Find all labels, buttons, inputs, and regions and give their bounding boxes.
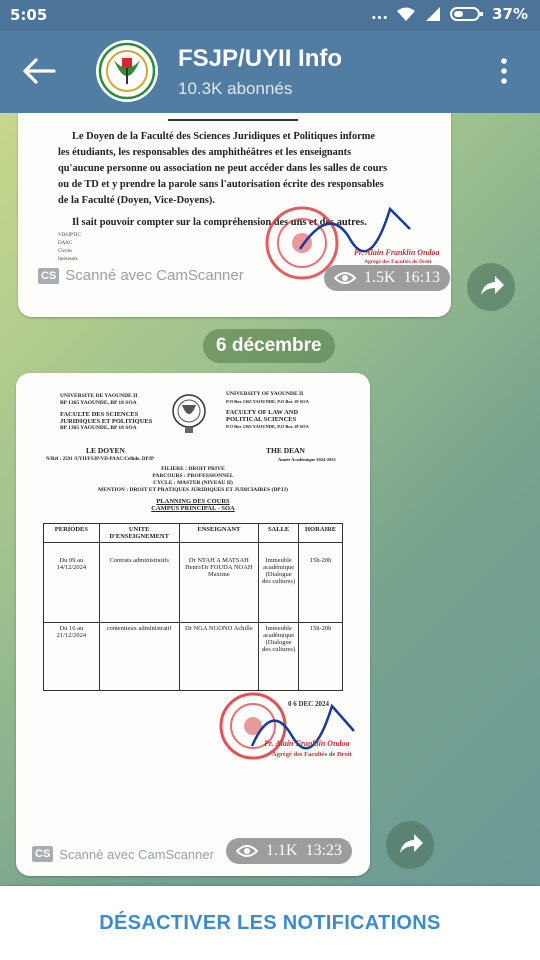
table-cell: Dr NGA NGONO Achille <box>179 623 259 691</box>
header-line: BP 1365 YAOUNDE, BP 18 SOA <box>60 425 137 431</box>
camscanner-label: Scanné avec CamScanner <box>59 846 214 862</box>
table-header: ENSEIGNANT <box>179 524 259 543</box>
scanned-document-image[interactable] <box>16 373 370 876</box>
campus: CAMPUS PRINCIPAL - SOA <box>151 505 235 512</box>
header-line: UNIVERSITE DE YAOUNDE II <box>60 393 138 399</box>
channel-title: FSJP/UYII Info <box>178 45 343 72</box>
message-meta <box>324 265 450 291</box>
parcours: PARCOURS : PROFESSIONNEL <box>152 473 234 479</box>
doc-line: Le Doyen de la Faculté des Sciences Juridiques et Politiques informe <box>72 131 376 142</box>
battery-percent: 37% <box>492 5 528 23</box>
signature-title: Agrégé des Facultés de Droit <box>272 751 352 758</box>
status-time: 5:05 <box>10 6 48 24</box>
forward-button[interactable] <box>467 263 515 311</box>
doc-line: qu'aucune personne ou association ne peut accéder dans les salles de cours <box>58 163 388 174</box>
channel-header <box>0 30 540 113</box>
table-cell: Dr NTAH A MATSAH Henri/Dr FOUDA NOAH Maxime <box>179 543 259 623</box>
table-cell: 15h-20h <box>299 623 343 691</box>
planning-title: PLANNING DES COURS <box>156 498 230 505</box>
camscanner-logo-icon: CS <box>32 846 53 862</box>
chat-area[interactable] <box>0 113 540 886</box>
camscanner-watermark <box>38 267 244 284</box>
header-line: FACULTE DES SCIENCES <box>60 411 139 418</box>
the-dean: THE DEAN <box>266 446 305 455</box>
table-cell: Immeuble académique (Dialogue des cultures) <box>259 543 299 623</box>
header-line: P.O Box 1365 YAOUNDE, P.O Box 18 SOA <box>226 399 309 404</box>
view-count: 1.1K <box>266 842 298 859</box>
university-header-en <box>226 391 309 430</box>
header-line: JURIDIQUES ET POLITIQUES <box>60 418 153 425</box>
reference-number: N/Réf : 2591 /UYII/FSJP/VD-PAAC/Cellule. DPJP <box>46 457 155 462</box>
signature-title: Agrégé des Facultés de Droit <box>364 259 432 265</box>
notification-dots: ... <box>370 5 389 23</box>
header-line: POLITICAL SCIENCES <box>226 416 297 423</box>
message-bubble[interactable] <box>16 373 370 876</box>
table-header: HORAIRE <box>299 524 343 543</box>
header-line: BP 1365 YAOUNDE, BP 18 SOA <box>60 400 137 406</box>
scanned-document-image[interactable] <box>18 113 451 317</box>
table-cell: Du 09 au 14/12/2024 <box>44 543 100 623</box>
table-cell: Du 16 au 21/12/2024 <box>44 623 100 691</box>
message-time: 13:23 <box>305 842 343 859</box>
back-arrow-icon[interactable] <box>22 58 56 84</box>
ampliation-item: Chvms <box>58 249 73 254</box>
signature-name: Pr. Alain Franklin Ondoa <box>354 248 440 257</box>
table-header-row <box>44 524 343 543</box>
signal-icon <box>424 6 442 22</box>
doc-line: de la Faculté (Doyen, Vice-Doyens). <box>58 195 215 206</box>
forward-button[interactable] <box>386 821 434 869</box>
table-header: UNITE D'ENSEIGNEMENT <box>99 524 179 543</box>
cycle: CYCLE : MASTER (NIVEAU II) <box>153 480 233 486</box>
subscriber-count: 10.3K abonnés <box>178 79 293 98</box>
schedule-table <box>43 523 343 691</box>
doc-heading-fragment <box>168 113 298 121</box>
header-line: P.O Box 1365 YAOUNDE, P.O Box 18 SOA <box>226 424 309 429</box>
university-header-fr <box>60 393 152 432</box>
table-header: PERIODES <box>44 524 100 543</box>
eye-icon <box>334 271 356 285</box>
table-header: SALLE <box>259 524 299 543</box>
table-cell: Contrats administratifs <box>99 543 179 623</box>
university-logo-icon <box>96 40 158 102</box>
message-bubble[interactable] <box>18 113 451 317</box>
share-arrow-icon <box>467 263 515 311</box>
message-meta <box>226 838 352 864</box>
stamp-date: 0 6 DEC 2024 <box>288 700 330 708</box>
table-cell: Immeuble académique (Dialogue des cultures) <box>259 623 299 691</box>
ampliation-item: Intéressés <box>58 257 78 262</box>
university-crest-icon <box>170 391 208 435</box>
le-doyen: LE DOYEN <box>86 446 125 455</box>
more-vertical-icon[interactable] <box>494 56 514 86</box>
wifi-icon <box>396 6 416 22</box>
channel-avatar[interactable] <box>96 40 158 102</box>
academic-year: Année Académique 2024-2025 <box>278 457 336 462</box>
share-arrow-icon <box>386 821 434 869</box>
mute-notifications-bar[interactable] <box>0 886 540 960</box>
status-bar <box>0 0 540 30</box>
signature-name: Pr. Alain Franklin Ondoa <box>264 739 350 748</box>
table-cell: 15h-20h <box>299 543 343 623</box>
date-separator: 6 décembre <box>203 329 335 363</box>
camscanner-label: Scanné avec CamScanner <box>65 267 244 284</box>
battery-icon <box>450 6 484 22</box>
camscanner-logo-icon: CS <box>38 268 59 284</box>
header-line: FACULTY OF LAW AND <box>226 409 299 416</box>
view-count: 1.5K <box>364 269 396 286</box>
doc-line: les étudiants, les responsables des amphithéâtres et les enseignants <box>58 147 352 158</box>
ampliation-item: VDSJPTIC <box>58 233 81 238</box>
filiere: FILIERE : DROIT PRIVE <box>161 466 225 472</box>
header-line: UNIVERSITY OF YAOUNDE II <box>226 391 304 397</box>
table-cell: contentieux administratif <box>99 623 179 691</box>
mute-notifications-button[interactable]: DÉSACTIVER LES NOTIFICATIONS <box>99 911 441 934</box>
camscanner-watermark <box>32 846 214 862</box>
doc-line: ou de TD et y prendre la parole sans l'autorisation écrite des responsables <box>58 179 384 190</box>
table-row <box>44 623 343 691</box>
message-time: 16:13 <box>403 269 441 286</box>
eye-icon <box>236 844 258 858</box>
ampliation-item: DAAC <box>58 241 73 246</box>
doc-line: Il sait pouvoir compter sur la compréhension des uns et des autres. <box>72 217 367 228</box>
ampliation-list <box>58 232 81 264</box>
mention: MENTION : DROIT ET PRATIQUES JURIDIQUES ET JUDICIAIRES (DPJJ) <box>98 487 288 493</box>
table-row <box>44 543 343 623</box>
